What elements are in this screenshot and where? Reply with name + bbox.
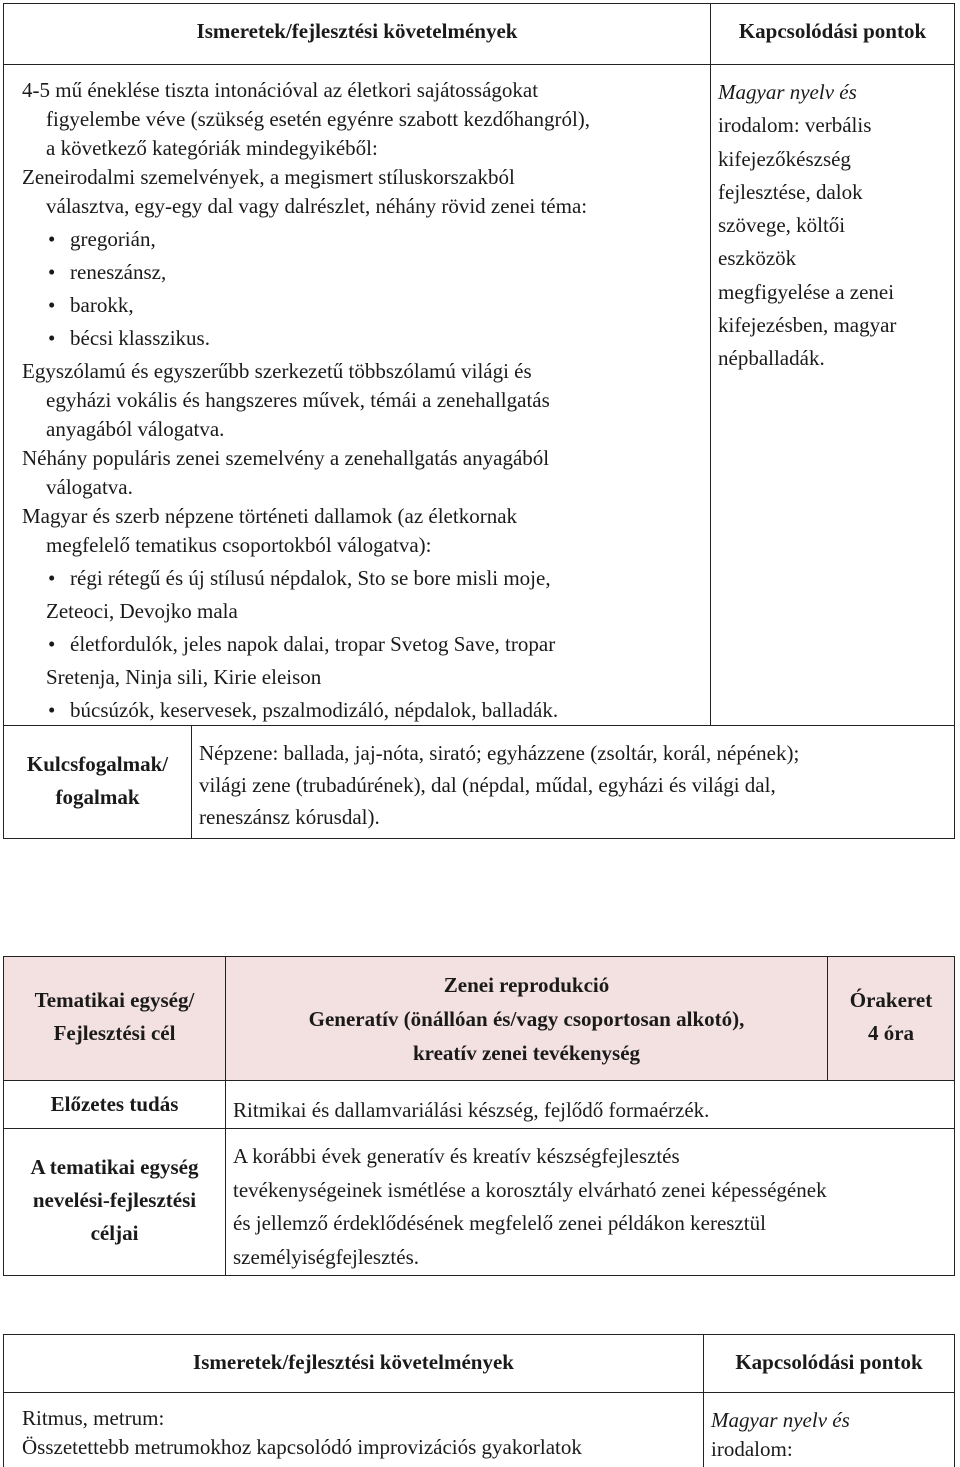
- table3-header-requirements: Ismeretek/fejlesztési követelmények: [193, 1350, 514, 1374]
- text-line: Népzene: ballada, jaj-nóta, sirató; egyházzene (zsoltár, korál, népének);: [199, 741, 800, 765]
- subject-name: Magyar nyelv és: [718, 80, 857, 104]
- text-line: Néhány populáris zenei szemelvény a zenehallgatás anyagából: [22, 446, 550, 470]
- table1-header-requirements: Ismeretek/fejlesztési követelmények: [196, 19, 518, 43]
- text-line: Zeneirodalmi szemelvények, a megismert stíluskorszakból: [22, 165, 515, 189]
- list-item-continued: Sretenja, Ninja sili, Kirie eleison: [46, 665, 322, 689]
- text-line: a következő kategóriák mindegyikéből:: [46, 136, 378, 160]
- keywords-label: [4, 748, 191, 814]
- list-item-continued: Zeteoci, Devojko mala: [46, 599, 238, 623]
- keywords-content: [199, 737, 951, 833]
- text-line: A korábbi évek generatív és kreatív készségfejlesztés: [233, 1144, 680, 1168]
- prior-knowledge-label: Előzetes tudás: [50, 1092, 179, 1116]
- table1-connections-content: [718, 76, 952, 376]
- text-line: figyelembe véve (szükség esetén egyénre szabott kezdőhangról),: [46, 107, 591, 131]
- table3-requirements-content: [22, 1404, 702, 1462]
- table1-requirements-content: [22, 76, 708, 729]
- list-item: • barokk,: [46, 291, 708, 324]
- unit-title-line: kreatív zenei tevékenység: [412, 1041, 641, 1065]
- goals-label-line: A tematikai egység: [30, 1155, 199, 1179]
- keywords-label-line: Kulcsfogalmak/: [26, 752, 169, 776]
- text-line: 4-5 mű éneklése tiszta intonációval az életkori sajátosságokat: [22, 78, 539, 102]
- unit-label: [4, 984, 225, 1050]
- text-line: tevékenységeinek ismétlése a korosztály elvárható zenei képességének: [233, 1177, 827, 1202]
- text-line: irodalom:: [711, 1437, 793, 1461]
- table3-header-connections: Kapcsolódási pontok: [735, 1350, 923, 1374]
- list-item: • életfordulók, jeles napok dalai, tropar Svetog Save, tropar: [46, 630, 708, 663]
- table3-connections-content: [711, 1406, 951, 1464]
- prior-knowledge-text: Ritmikai és dallamvariálási készség, fejlődő formaérzék.: [233, 1098, 710, 1122]
- text-line: egyházi vokális és hangszeres művek, témái a zenehallgatás: [46, 388, 550, 412]
- unit-label-line: Tematikai egység/: [34, 988, 195, 1012]
- text-line: megfigyelése a zenei: [718, 279, 895, 304]
- text-line: kifejezőkészség: [718, 146, 851, 171]
- hours-box: [828, 984, 954, 1050]
- text-line: eszközök: [718, 246, 797, 271]
- goals-label-line: céljai: [90, 1221, 139, 1245]
- list-item: • gregorián,: [46, 225, 708, 258]
- text-line: fejlesztése, dalok: [718, 179, 863, 204]
- text-line: Összetettebb metrumokhoz kapcsolódó improvizációs gyakorlatok: [22, 1435, 582, 1459]
- text-line: szövege, költői: [718, 213, 846, 238]
- text-line: népballadák.: [718, 346, 825, 371]
- text-line: személyiségfejlesztés.: [233, 1244, 420, 1269]
- unit-label-line: Fejlesztési cél: [53, 1021, 176, 1045]
- text-line: világi zene (trubadúrének), dal (népdal, műdal, egyházi és világi dal,: [199, 773, 776, 797]
- list-item: • bécsi klasszikus.: [46, 324, 708, 357]
- goals-label: [4, 1151, 225, 1250]
- text-line: Egyszólamú és egyszerűbb szerkezetű többszólamú világi és: [22, 359, 532, 383]
- hours-label: Órakeret: [849, 988, 933, 1012]
- text-line: Ritmus, metrum:: [22, 1406, 165, 1430]
- text-line: választva, egy-egy dal vagy dalrészlet, néhány rövid zenei téma:: [46, 194, 588, 218]
- text-line: anyagából válogatva.: [46, 417, 225, 441]
- unit-title-line: Zenei reprodukció: [443, 973, 610, 997]
- text-line: reneszánsz kórusdal).: [199, 805, 380, 829]
- text-line: kifejezésben, magyar: [718, 313, 897, 338]
- list-item: • reneszánsz,: [46, 258, 708, 291]
- folk-list: [22, 564, 708, 729]
- unit-title-line: Generatív (önállóan és/vagy csoportosan alkotó),: [308, 1007, 745, 1031]
- hours-value: 4 óra: [867, 1021, 915, 1045]
- text-line: irodalom: verbális: [718, 113, 872, 138]
- list-item: • régi rétegű és új stílusú népdalok, Sto se bore misli moje,: [46, 564, 708, 597]
- table1-header-connections: Kapcsolódási pontok: [738, 19, 927, 43]
- keywords-label-line: fogalmak: [55, 785, 140, 809]
- text-line: Magyar és szerb népzene történeti dallamok (az életkornak: [22, 504, 518, 528]
- text-line: és jellemző érdeklődésének megfelelő zenei példákon keresztül: [233, 1211, 766, 1235]
- goals-label-line: nevelési-fejlesztési: [32, 1188, 197, 1212]
- style-list: [22, 225, 708, 357]
- text-line: válogatva.: [46, 475, 133, 499]
- list-item: • búcsúzók, keservesek, pszalmodizáló, népdalok, balladák.: [46, 696, 708, 729]
- goals-content: [233, 1140, 951, 1274]
- subject-name: Magyar nyelv és: [711, 1408, 850, 1432]
- unit-title: [226, 968, 827, 1070]
- text-line: megfelelő tematikus csoportokból válogatva):: [46, 533, 432, 557]
